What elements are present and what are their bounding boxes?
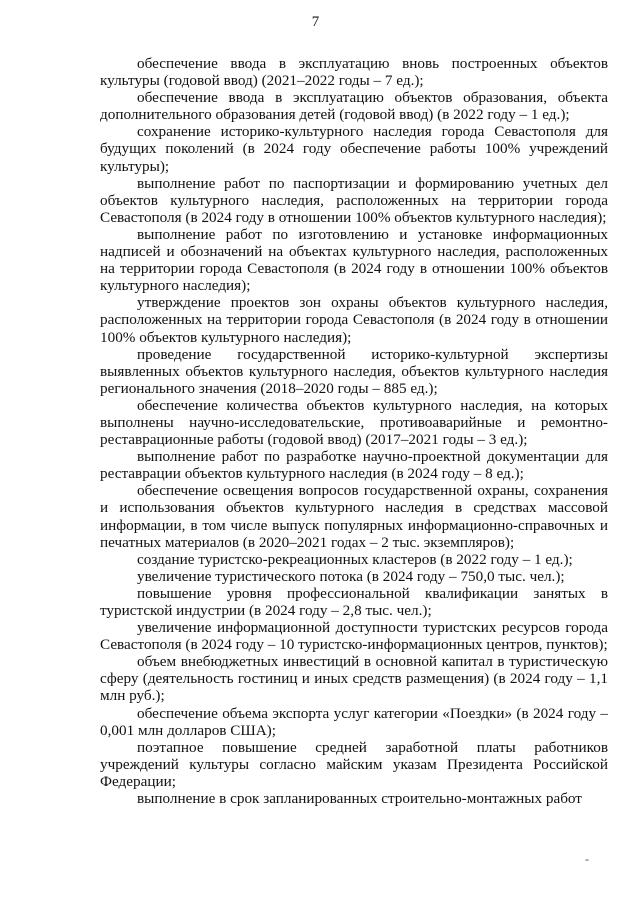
paragraph: сохранение историко-культурного наследия города Севастополя для будущих поколений (в 2024 году обеспечение работы 100% учреждений культуры); — [100, 123, 608, 175]
paragraph: обеспечение освещения вопросов государственной охраны, сохранения и использования объектов культурного наследия в средствах массовой информации, в том числе выпуск популярных информационно-справочных и печатных материалов (в 2020–2021 годах – 2 тыс. экземпляров); — [100, 482, 608, 551]
paragraph: утверждение проектов зон охраны объектов культурного наследия, расположенных на территории города Севастополя (в 2024 году в отношении 100% объектов культурного наследия); — [100, 294, 608, 346]
page-number: 7 — [311, 14, 320, 30]
paragraph: выполнение работ по изготовлению и установке информационных надписей и обозначений на объектах культурного наследия, расположенных на территории города Севастополя (в 2024 году в отношении 100% объектов культурного наследия); — [100, 225, 608, 295]
paragraph: выполнение работ по разработке научно-проектной документации для реставрации объектов культурного наследия (в 2024 году – 8 ед.); — [100, 448, 608, 483]
paragraph: создание туристско-рекреационных кластеров (в 2022 году – 1 ед.); — [137, 550, 573, 568]
paragraph: обеспечение объема экспорта услуг категории «Поездки» (в 2024 году – 0,001 млн долларов США); — [100, 704, 608, 739]
paragraph: проведение государственной историко-культурной экспертизы выявленных объектов культурного наследия, объектов культурного наследия регионального значения (2018–2020 годы – 885 ед.); — [100, 345, 608, 397]
document-body — [100, 55, 608, 807]
paragraph: увеличение информационной доступности туристских ресурсов города Севастополя (в 2024 году – 10 туристско-информационных центров, пунктов); — [100, 619, 608, 654]
paragraph: объем внебюджетных инвестиций в основной капитал в туристическую сферу (деятельность гостиниц и иных средств размещения) (в 2024 году – 1,1 млн руб.); — [100, 653, 608, 705]
paragraph: обеспечение ввода в эксплуатацию объектов образования, объекта дополнительного образования детей (годовой ввод) (в 2022 году – 1 ед.); — [100, 89, 608, 124]
paragraph: выполнение в срок запланированных строительно-монтажных работ — [137, 790, 582, 808]
corner-mark: - — [585, 852, 589, 866]
paragraph: обеспечение ввода в эксплуатацию вновь построенных объектов культуры (годовой ввод) (2021–2022 годы – 7 ед.); — [100, 55, 608, 90]
paragraph: обеспечение количества объектов культурного наследия, на которых выполнены научно-исследовательские, противоаварийные и ремонтно-реставрационные работы (годовой ввод) (2017–2021 годы – 3 ед.); — [100, 396, 608, 449]
paragraph: увеличение туристического потока (в 2024 году – 750,0 тыс. чел.); — [137, 567, 565, 585]
paragraph: повышение уровня профессиональной квалификации занятых в туристской индустрии (в 2024 году – 2,8 тыс. чел.); — [100, 584, 608, 619]
paragraph: поэтапное повышение средней заработной платы работников учреждений культуры согласно майским указам Президента Российской Федерации; — [100, 738, 608, 790]
paragraph: выполнение работ по паспортизации и формированию учетных дел объектов культурного наследия, расположенных на территории города Севастополя (в 2024 году в отношении 100% объектов культурного наследия); — [100, 174, 608, 226]
